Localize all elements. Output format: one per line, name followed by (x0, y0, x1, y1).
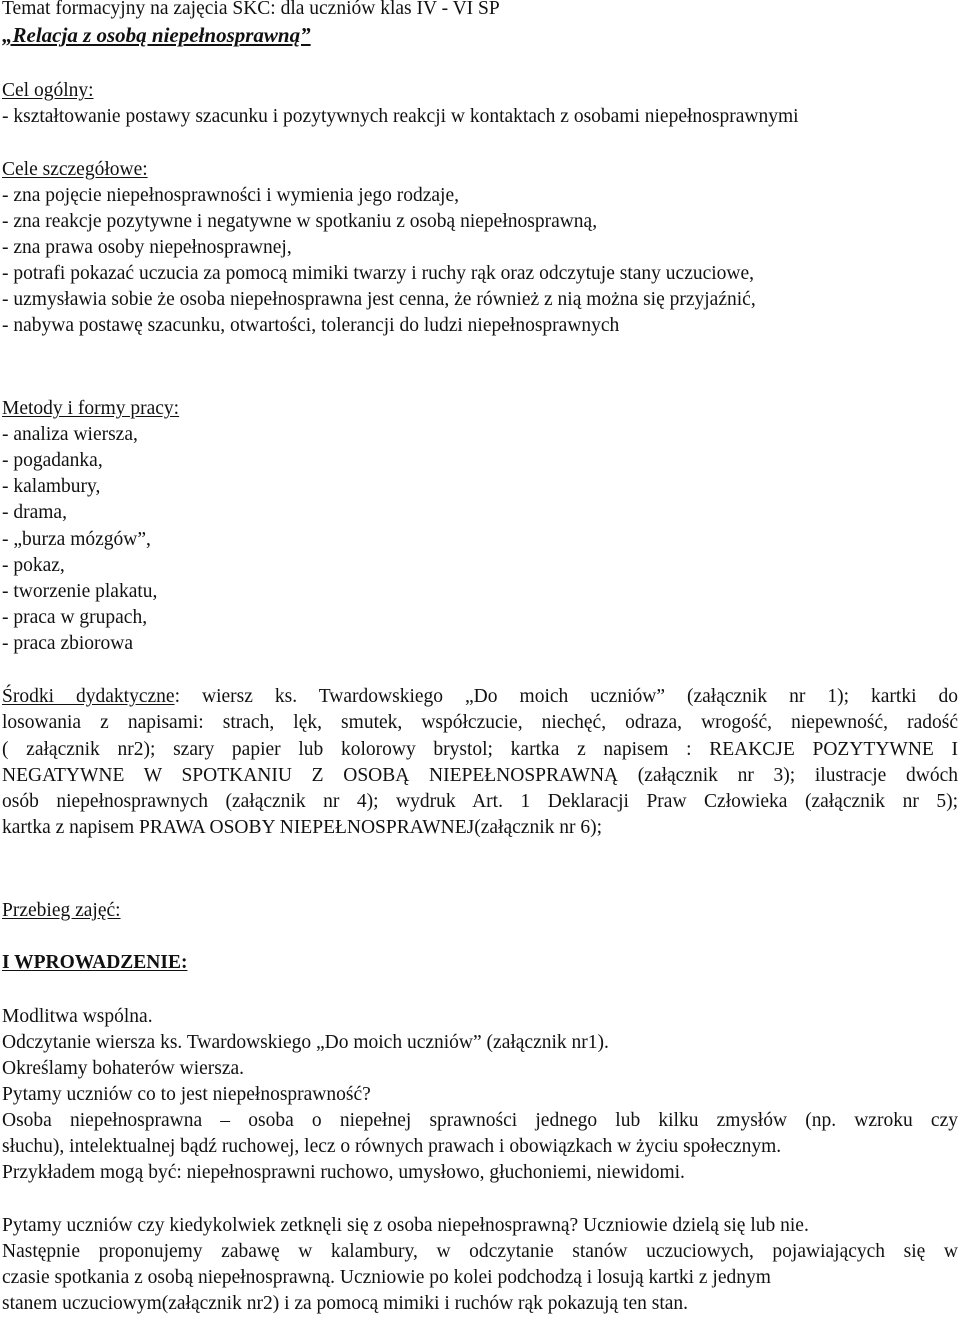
course-line: Osoba niepełnosprawna – osoba o niepełnej sprawności jednego lub kilku zmysłów (np. wzroku czy (2, 1110, 958, 1131)
course-line: Określamy bohaterów wiersza. (2, 1058, 245, 1079)
methods-heading: Metody i formy pracy: (2, 398, 180, 419)
method-item: - „burza mózgów”, (2, 529, 151, 550)
materials-paragraph-line: NEGATYWNE W SPOTKANIU Z OSOBĄ NIEPEŁNOSPRAWNĄ (załącznik nr 3); ilustracje dwóch (2, 765, 958, 786)
materials-paragraph-line: ( załącznik nr2); szary papier lub kolorowy brystol; kartka z napisem : REAKCJE POZYTYWNE I (2, 739, 958, 760)
specific-goal-item: - uzmysławia sobie że osoba niepełnosprawna jest cenna, że również z nią można się przyjaźnić, (2, 289, 756, 310)
course-line: Pytamy uczniów czy kiedykolwiek zetknęli się z osoba niepełnosprawną? Uczniowie dzielą się lub nie. (2, 1215, 809, 1236)
materials-paragraph-line (2, 684, 958, 710)
course-line: Przykładem mogą być: niepełnosprawni ruchowo, umysłowo, głuchoniemi, niewidomi. (2, 1162, 685, 1183)
course-line: Pytamy uczniów co to jest niepełnosprawność? (2, 1084, 371, 1105)
method-item: - pokaz, (2, 555, 65, 576)
lesson-title: „Relacja z osobą niepełnosprawną” (2, 23, 311, 47)
method-item: - pogadanka, (2, 450, 103, 471)
materials-paragraph-line: kartka z napisem PRAWA OSOBY NIEPEŁNOSPRAWNEJ(załącznik nr 6); (2, 817, 603, 838)
general-goal-item: - kształtowanie postawy szacunku i pozytywnych reakcji w kontaktach z osobami niepełnosprawnymi (2, 106, 799, 127)
method-item: - analiza wiersza, (2, 424, 138, 445)
specific-goal-item: - nabywa postawę szacunku, otwartości, tolerancji do ludzi niepełnosprawnych (2, 315, 620, 336)
materials-paragraph-line: losowania z napisami: strach, lęk, smutek, współczucie, niechęć, odraza, wrogość, niepewność, radość (2, 712, 958, 733)
materials-paragraph-line: osób niepełnosprawnych (załącznik nr 4); wydruk Art. 1 Deklaracji Praw Człowieka (załącznik nr 5); (2, 791, 958, 812)
course-heading: Przebieg zajęć: (2, 900, 121, 921)
specific-goal-item: - zna pojęcie niepełnosprawności i wymienia jego rodzaje, (2, 185, 459, 206)
course-line: Modlitwa wspólna. (2, 1006, 153, 1027)
specific-goal-item: - zna reakcje pozytywne i negatywne w spotkaniu z osobą niepełnosprawną, (2, 211, 598, 232)
course-line: czasie spotkania z osobą niepełnosprawną. Uczniowie po kolei podchodzą i losują kartki z jednym (2, 1267, 771, 1288)
method-item: - tworzenie plakatu, (2, 581, 158, 602)
section-heading: I WPROWADZENIE: (2, 952, 188, 973)
method-item: - praca zbiorowa (2, 633, 134, 654)
course-line: stanem uczuciowym(załącznik nr2) i za pomocą mimiki i ruchów rąk pokazują ten stan. (2, 1293, 689, 1314)
materials-heading: Środki dydaktyczne (2, 686, 175, 707)
lesson-topic: Temat formacyjny na zajęcia SKC: dla uczniów klas IV - VI SP (2, 0, 500, 19)
specific-goal-item: - potrafi pokazać uczucia za pomocą mimiki twarzy i ruchy rąk oraz odczytuje stany uczuciowe, (2, 263, 755, 284)
course-line: Odczytanie wiersza ks. Twardowskiego „Do moich uczniów” (załącznik nr1). (2, 1032, 609, 1053)
course-line: Następnie proponujemy zabawę w kalambury, w odczytanie stanów uczuciowych, pojawiających się w (2, 1241, 958, 1262)
method-item: - kalambury, (2, 476, 101, 497)
specific-goal-item: - zna prawa osoby niepełnosprawnej, (2, 237, 292, 258)
method-item: - drama, (2, 502, 67, 523)
method-item: - praca w grupach, (2, 607, 148, 628)
course-line: słuchu), intelektualnej bądź ruchowej, lecz o równych prawach i obowiązkach w życiu społecznym. (2, 1136, 782, 1157)
general-goal-heading: Cel ogólny: (2, 80, 94, 101)
materials-text: : wiersz ks. Twardowskiego „Do moich uczniów” (załącznik nr 1); kartki do (174, 686, 959, 707)
specific-goals-heading: Cele szczegółowe: (2, 159, 148, 180)
